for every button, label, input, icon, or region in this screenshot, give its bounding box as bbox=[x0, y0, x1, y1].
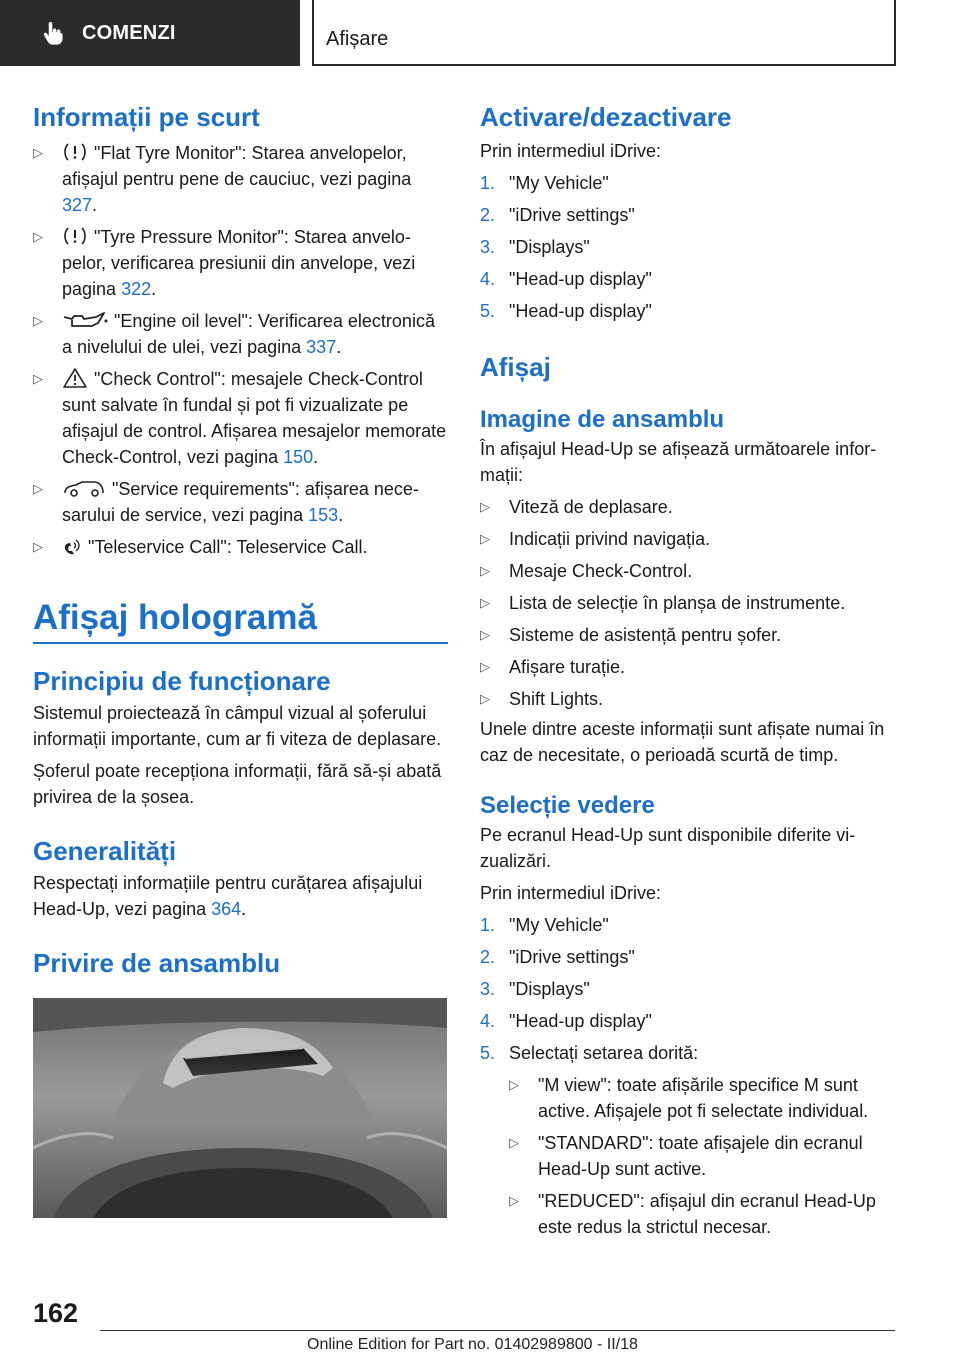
list-item bbox=[33, 308, 448, 360]
step-item bbox=[480, 944, 898, 970]
page-link[interactable]: 364 bbox=[211, 899, 242, 919]
list-item-text: "Engine oil level": Verificarea electronică a nivelului de ulei, vezi pagina bbox=[62, 311, 435, 357]
step-item bbox=[480, 1040, 898, 1240]
head-up-display-photo bbox=[33, 998, 447, 1218]
list-item bbox=[480, 590, 898, 616]
general-paragraph bbox=[33, 870, 448, 922]
punctuation: . bbox=[336, 337, 342, 357]
triangle-bullet-icon: ▷ bbox=[480, 691, 490, 706]
step-number: 1. bbox=[480, 915, 496, 935]
step-number: 2. bbox=[480, 947, 496, 967]
list-item bbox=[33, 534, 448, 560]
triangle-bullet-icon: ▷ bbox=[509, 1077, 519, 1092]
triangle-bullet-icon: ▷ bbox=[480, 499, 490, 514]
heading-display: Afișaj bbox=[480, 352, 551, 382]
triangle-bullet-icon: ▷ bbox=[480, 595, 490, 610]
list-item-text: "REDUCED": afișajul din ecranul Head-Up este redus la strictul necesar. bbox=[538, 1191, 876, 1237]
list-item bbox=[33, 140, 448, 218]
list-item bbox=[480, 654, 898, 680]
triangle-bullet-icon: ▷ bbox=[33, 481, 43, 496]
step-text: Selectați setarea dorită: bbox=[509, 1043, 699, 1063]
list-item-text: "Flat Tyre Monitor": Starea anvelopelor, afișajul pentru pene de cauciuc, vezi pagina bbox=[62, 143, 412, 189]
step-item bbox=[480, 234, 898, 260]
step-text: "My Vehicle" bbox=[509, 173, 609, 193]
heading-activation: Activare/dezactivare bbox=[480, 102, 732, 132]
triangle-bullet-icon: ▷ bbox=[33, 313, 43, 328]
oil-can-icon bbox=[62, 311, 108, 331]
triangle-bullet-icon: ▷ bbox=[480, 627, 490, 642]
step-number: 5. bbox=[480, 1043, 496, 1063]
list-item bbox=[509, 1072, 898, 1124]
phone-signal-icon bbox=[62, 537, 82, 557]
step-text: "Head-up display" bbox=[509, 301, 652, 321]
info-list bbox=[33, 140, 448, 560]
page-number: 162 bbox=[33, 1298, 79, 1328]
triangle-bullet-icon: ▷ bbox=[480, 563, 490, 578]
list-item-text: Lista de selecție în planșa de instrumente. bbox=[509, 593, 846, 613]
list-item bbox=[480, 526, 898, 552]
triangle-bullet-icon: ▷ bbox=[33, 145, 43, 160]
step-item bbox=[480, 202, 898, 228]
view-steps bbox=[480, 912, 898, 1240]
display-note: Unele dintre aceste informații sunt afișate numai în caz de necesitate, o perioadă scurtă de timp. bbox=[480, 719, 885, 765]
activation-steps bbox=[480, 170, 898, 324]
list-item-text: "M view": toate afișările specifice M sunt active. Afișajele pot fi selectate individual. bbox=[538, 1075, 869, 1121]
list-item bbox=[33, 224, 448, 302]
heading-image: Imagine de ansamblu bbox=[480, 406, 725, 433]
heading-info: Informații pe scurt bbox=[33, 102, 260, 132]
list-item bbox=[33, 366, 448, 470]
general-text: Respectați informațiile pentru curățarea afișajului Head-Up, vezi pagina bbox=[33, 873, 423, 919]
tyre-warning-icon bbox=[62, 225, 88, 247]
triangle-bullet-icon: ▷ bbox=[33, 371, 43, 386]
image-intro: În afișajul Head-Up se afișează următoarele informații: bbox=[480, 439, 877, 485]
step-number: 4. bbox=[480, 269, 496, 289]
principle-paragraph-2: Șoferul poate recepționa informații, fără să-și abată privirea de la șosea. bbox=[33, 761, 442, 807]
list-item-text: "STANDARD": toate afișajele din ecranul Head-Up sunt active. bbox=[538, 1133, 863, 1179]
page-link[interactable]: 150 bbox=[283, 447, 314, 467]
view-options-list bbox=[509, 1072, 898, 1240]
step-text: "My Vehicle" bbox=[509, 915, 609, 935]
list-item bbox=[33, 476, 448, 528]
step-text: "iDrive settings" bbox=[509, 947, 635, 967]
list-item-text: "Check Control": mesajele Check-Control sunt salvate în fundal și pot fi vizualizate pe afișajul de control. Afișarea mesajelor memorate Check-Control, vezi pagina bbox=[62, 369, 447, 467]
service-car-icon bbox=[62, 479, 106, 499]
list-item-text: "Teleservice Call": Teleservice Call. bbox=[88, 537, 368, 557]
heading-principle: Principiu de funcționare bbox=[33, 666, 331, 696]
list-item-text: "Tyre Pressure Monitor": Starea anvelopelor, verificarea presiunii din anvelope, vezi pagina bbox=[62, 227, 416, 299]
step-item bbox=[480, 1008, 898, 1034]
punctuation: . bbox=[313, 447, 319, 467]
hand-pointer-icon bbox=[40, 19, 68, 47]
principle-paragraph-1: Sistemul proiectează în câmpul vizual al șoferului informații importante, cum ar fi viteza de deplasare. bbox=[33, 703, 442, 749]
list-item-text: Mesaje Check-Control. bbox=[509, 561, 693, 581]
list-item bbox=[480, 686, 898, 712]
list-item-text: Viteză de deplasare. bbox=[509, 497, 673, 517]
step-number: 3. bbox=[480, 979, 496, 999]
via-idrive-2: Prin intermediul iDrive: bbox=[480, 883, 662, 903]
tyre-warning-icon bbox=[62, 141, 88, 163]
heading-overview: Privire de ansamblu bbox=[33, 948, 281, 978]
section-title: Afișare bbox=[326, 28, 389, 50]
punctuation: . bbox=[151, 279, 157, 299]
list-item-text: Sisteme de asistență pentru șofer. bbox=[509, 625, 782, 645]
step-text: "Displays" bbox=[509, 979, 590, 999]
triangle-bullet-icon: ▷ bbox=[509, 1193, 519, 1208]
left-column bbox=[33, 100, 448, 1218]
list-item bbox=[480, 494, 898, 520]
punctuation: . bbox=[241, 899, 247, 919]
right-column bbox=[480, 100, 898, 1240]
step-text: "Displays" bbox=[509, 237, 590, 257]
view-intro: Pe ecranul Head-Up sunt disponibile diferite vizualizări. bbox=[480, 825, 856, 871]
page-link[interactable]: 327 bbox=[62, 195, 93, 215]
footer-divider bbox=[100, 1330, 895, 1331]
heading-view: Selecție vedere bbox=[480, 792, 655, 819]
list-item-text: Indicații privind navigația. bbox=[509, 529, 711, 549]
list-item bbox=[480, 622, 898, 648]
step-number: 3. bbox=[480, 237, 496, 257]
list-item-text: Shift Lights. bbox=[509, 689, 604, 709]
section-header bbox=[312, 0, 896, 66]
step-text: "iDrive settings" bbox=[509, 205, 635, 225]
list-item bbox=[509, 1188, 898, 1240]
page-link[interactable]: 153 bbox=[308, 505, 339, 525]
heading-hologram: Afișaj hologramă bbox=[33, 598, 317, 637]
list-item-text: "Service requirements": afișarea necesarului de service, vezi pagina bbox=[62, 479, 419, 525]
triangle-bullet-icon: ▷ bbox=[33, 229, 43, 244]
triangle-bullet-icon: ▷ bbox=[509, 1135, 519, 1150]
step-number: 5. bbox=[480, 301, 496, 321]
step-item bbox=[480, 266, 898, 292]
step-number: 1. bbox=[480, 173, 496, 193]
heading-divider bbox=[33, 642, 448, 644]
edition-note: Online Edition for Part no. 01402989800 - II/18 bbox=[307, 1336, 638, 1353]
via-idrive-1: Prin intermediul iDrive: bbox=[480, 141, 662, 161]
step-text: "Head-up display" bbox=[509, 269, 652, 289]
page-link[interactable]: 322 bbox=[121, 279, 152, 299]
step-number: 4. bbox=[480, 1011, 496, 1031]
triangle-bullet-icon: ▷ bbox=[480, 531, 490, 546]
punctuation: . bbox=[338, 505, 344, 525]
heading-general: Generalități bbox=[33, 836, 177, 866]
chapter-tab-label: COMENZI bbox=[82, 21, 176, 44]
step-item bbox=[480, 170, 898, 196]
step-text: "Head-up display" bbox=[509, 1011, 652, 1031]
list-item bbox=[480, 558, 898, 584]
punctuation: . bbox=[92, 195, 98, 215]
step-item bbox=[480, 976, 898, 1002]
list-item bbox=[509, 1130, 898, 1182]
step-item bbox=[480, 298, 898, 324]
step-number: 2. bbox=[480, 205, 496, 225]
page-link[interactable]: 337 bbox=[306, 337, 337, 357]
step-item bbox=[480, 912, 898, 938]
list-item-text: Afișare turație. bbox=[509, 657, 626, 677]
display-items-list bbox=[480, 494, 898, 712]
triangle-bullet-icon: ▷ bbox=[480, 659, 490, 674]
warning-triangle-icon bbox=[62, 367, 88, 389]
chapter-tab[interactable] bbox=[0, 0, 300, 66]
triangle-bullet-icon: ▷ bbox=[33, 539, 43, 554]
